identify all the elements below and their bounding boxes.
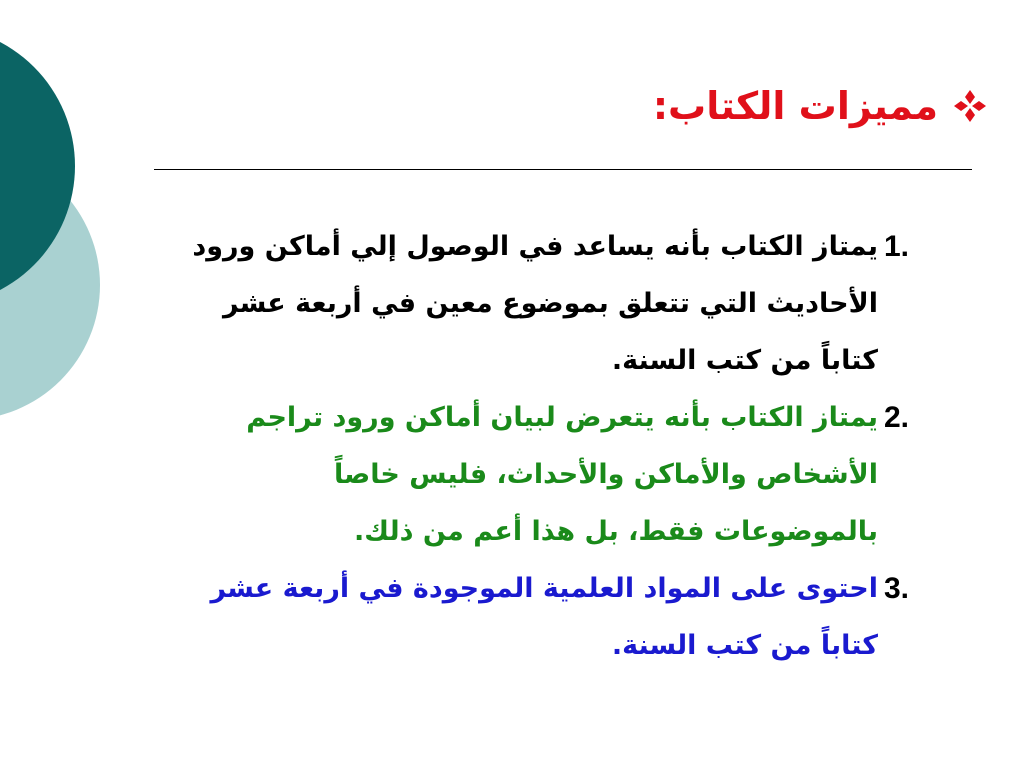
list-item-line: كتاباً من كتب السنة. [611,630,878,661]
slide-title-row [653,78,988,134]
list-item-line: يمتاز الكتاب بأنه يساعد في الوصول إلي أماكن ورود [192,231,878,262]
list-item-line: كتاباً من كتب السنة. [611,345,878,376]
list-item-number: 3. [884,572,910,605]
list-item-3 [0,560,910,674]
list-item-number: 1. [884,230,910,263]
list-item-2 [0,389,910,560]
list-item-line: الأشخاص والأماكن والأحداث، فليس خاصاً [334,459,878,490]
slide-content [0,218,910,674]
list-item-line: يمتاز الكتاب بأنه يتعرض لبيان أماكن ورود تراجم [246,402,878,433]
list-item-line: بالموضوعات فقط، بل هذا أعم من ذلك. [354,516,878,547]
list-item-line: احتوى على المواد العلمية الموجودة في أربعة عشر [210,573,878,604]
list-item-number: 2. [884,401,910,434]
list-item-1 [0,218,910,389]
four-diamond-bullet-icon [952,88,988,124]
slide-title: مميزات الكتاب: [652,84,938,128]
title-divider [154,169,972,170]
list-item-line: الأحاديث التي تتعلق بموضوع معين في أربعة عشر [223,288,878,319]
